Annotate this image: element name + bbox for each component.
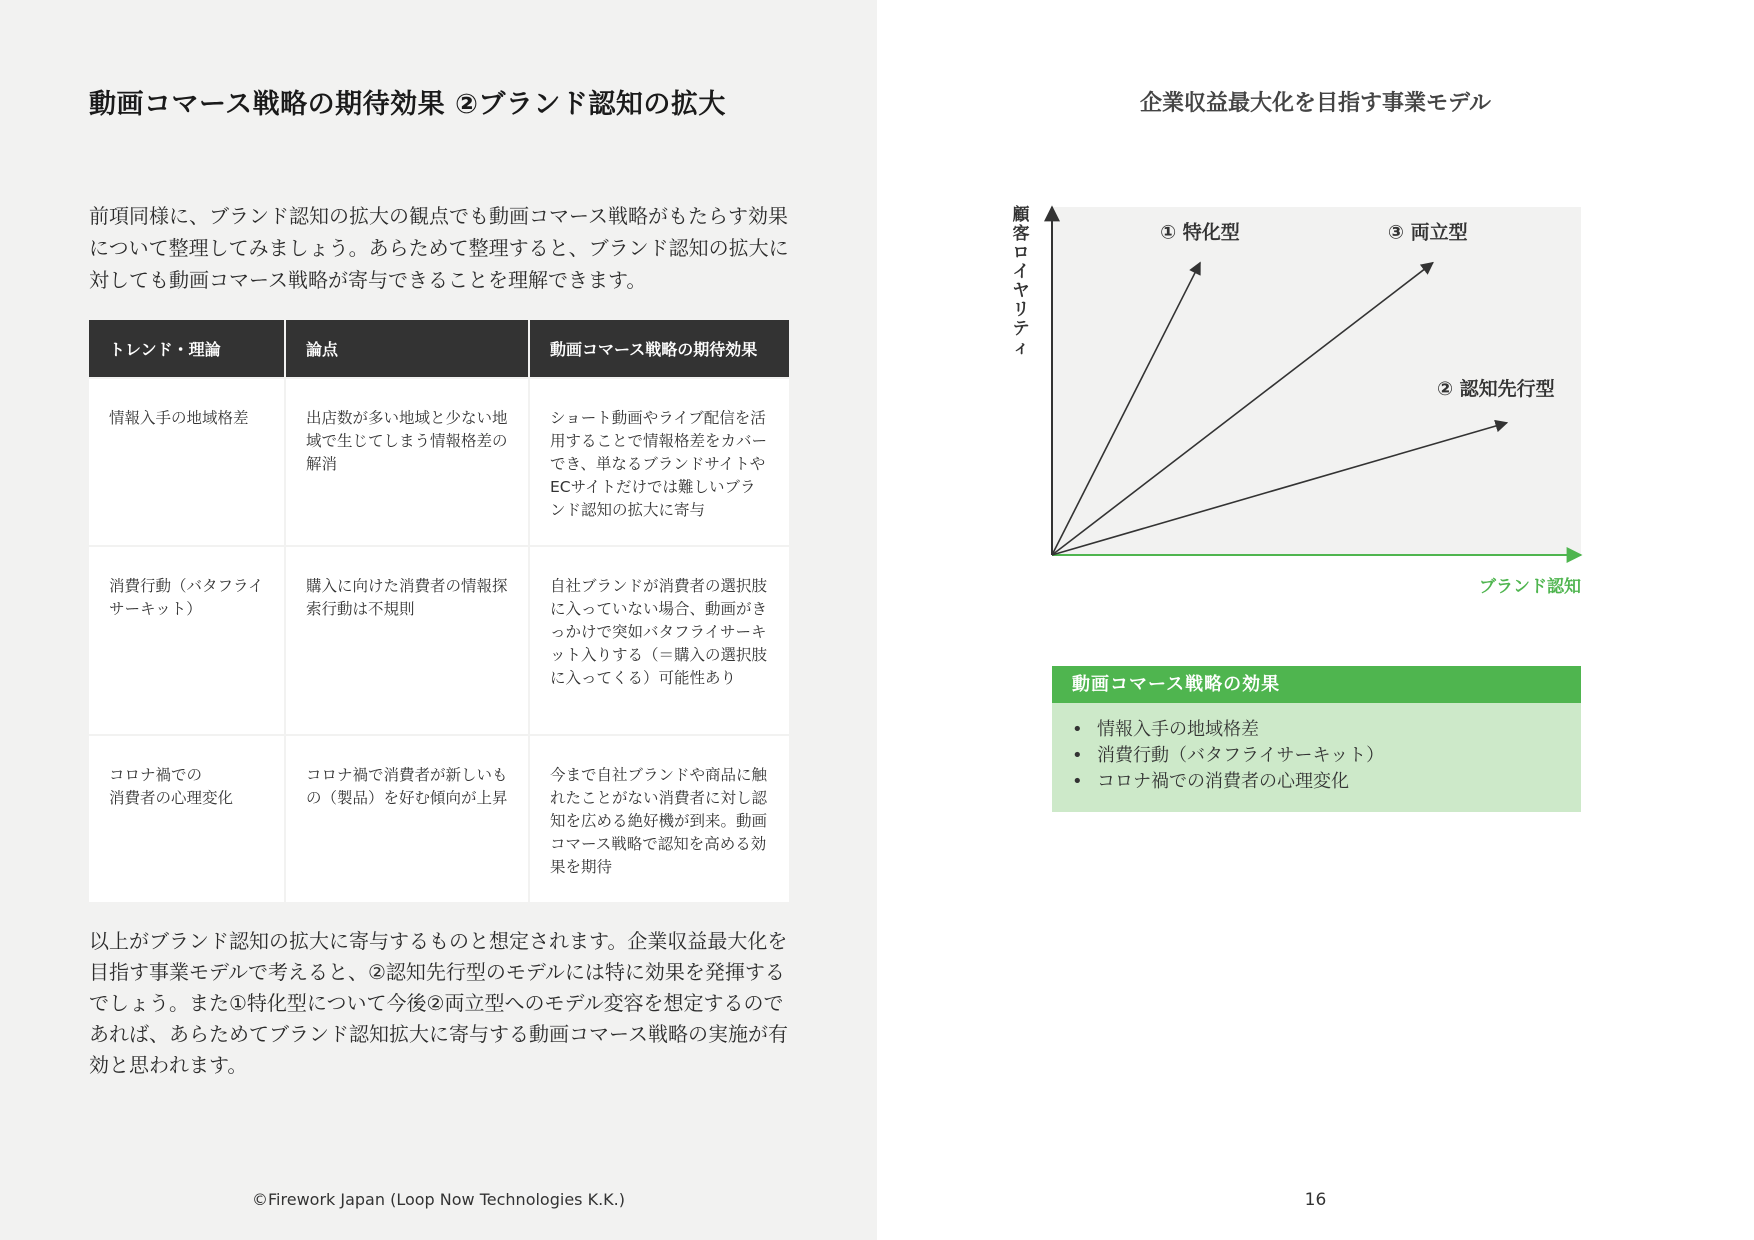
table-cell-effect: 自社ブランドが消費者の選択肢に入っていない場合、動画がきっかけで突如バタフライサーキット入りする（＝購入の選択肢に入ってくる）可能性あり — [529, 546, 789, 735]
table-cell-trend: 消費行動（バタフライサーキット） — [89, 546, 285, 735]
page-number: 16 — [1304, 1190, 1327, 1210]
effects-list — [1052, 703, 1581, 795]
table-cell-issue: 出店数が多い地域と少ない地域で生じてしまう情報格差の解消 — [285, 378, 529, 546]
table-cell-issue: コロナ禍で消費者が新しいもの（製品）を好む傾向が上昇 — [285, 735, 529, 902]
chart-title: 企業収益最大化を目指す事業モデル — [1140, 91, 1491, 116]
table-cell-effect: 今まで自社ブランドや商品に触れたことがない消費者に対し認知を広める絶好機が到来。動画コマース戦略で認知を高める効果を期待 — [529, 735, 789, 902]
trend-table — [89, 320, 789, 902]
column-header-effect: 動画コマース戦略の期待効果 — [529, 320, 789, 378]
list-item: • 消費行動（バタフライサーキット） — [1072, 743, 1581, 769]
list-item: • 情報入手の地域格差 — [1072, 717, 1581, 743]
y-axis-label: 顧客ロイヤリティ — [1012, 205, 1030, 358]
table-row — [89, 378, 789, 546]
page-heading: 動画コマース戦略の期待効果 ②ブランド認知の拡大 — [89, 89, 726, 120]
table-header-row — [89, 320, 789, 378]
business-model-chart — [877, 0, 1754, 640]
column-header-issue: 論点 — [285, 320, 529, 378]
right-page — [877, 0, 1754, 1240]
table-cell-issue: 購入に向けた消費者の情報探索行動は不規則 — [285, 546, 529, 735]
list-item: • コロナ禍での消費者の心理変化 — [1072, 769, 1581, 795]
model-label: ② 認知先行型 — [1436, 377, 1555, 400]
table-cell-effect: ショート動画やライブ配信を活用することで情報格差をカバーでき、単なるブランドサイトやECサイトだけでは難しいブランド認知の拡大に寄与 — [529, 378, 789, 546]
table-row — [89, 546, 789, 735]
model-label: ① 特化型 — [1160, 221, 1240, 244]
x-axis-label: ブランド認知 — [1479, 577, 1581, 597]
model-label: ③ 両立型 — [1387, 221, 1468, 244]
effects-title: 動画コマース戦略の効果 — [1052, 666, 1581, 703]
table-row — [89, 735, 789, 902]
intro-paragraph: 前項同様に、ブランド認知の拡大の観点でも動画コマース戦略がもたらす効果について整理してみましょう。あらためて整理すると、ブランド認知の拡大に対しても動画コマース戦略が寄与できることを理解できます。 — [89, 204, 789, 292]
effects-box — [1052, 666, 1581, 812]
table-cell-trend: コロナ禍での 消費者の心理変化 — [89, 735, 285, 902]
copyright: ©Firework Japan (Loop Now Technologies K.K.) — [252, 1190, 625, 1209]
column-header-trend: トレンド・理論 — [89, 320, 285, 378]
table-cell-trend: 情報入手の地域格差 — [89, 378, 285, 546]
outro-paragraph: 以上がブランド認知の拡大に寄与するものと想定されます。企業収益最大化を目指す事業モデルで考えると、②認知先行型のモデルには特に効果を発揮するでしょう。また①特化型について今後②両立型へのモデル変容を想定するのであれば、あらためてブランド認知拡大に寄与する動画コマース戦略の実施が有効と思われます。 — [89, 929, 788, 1077]
